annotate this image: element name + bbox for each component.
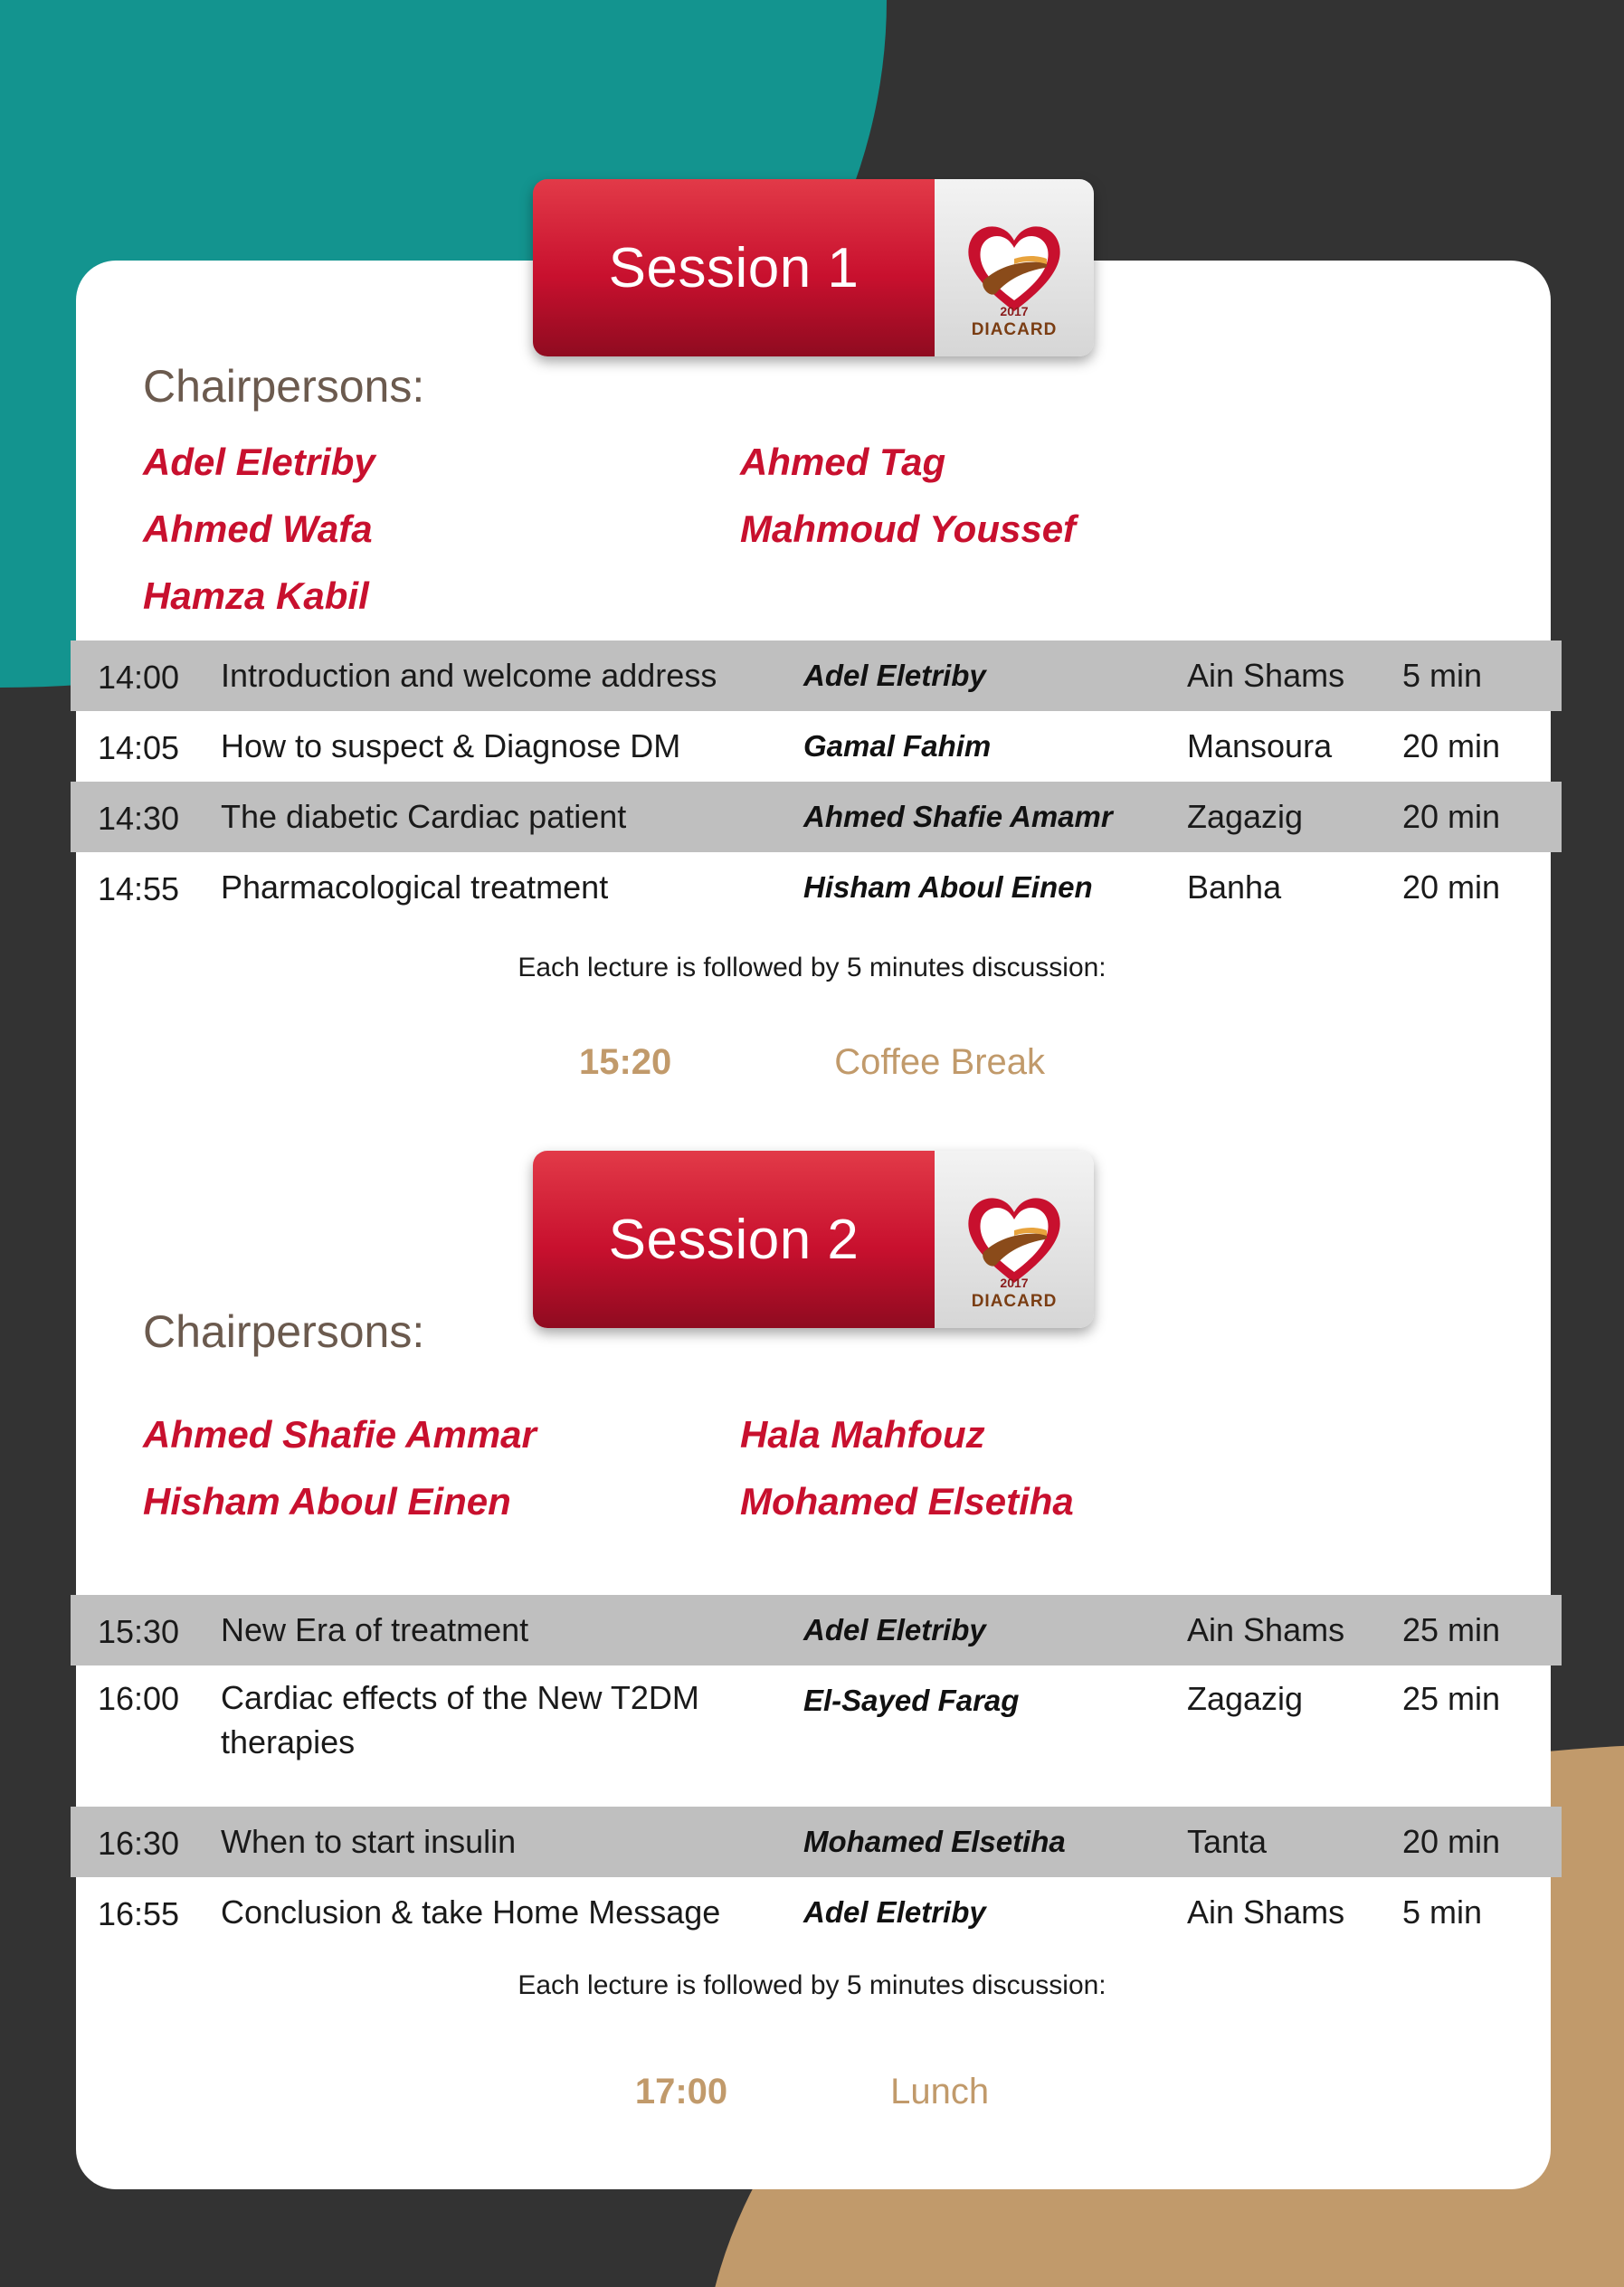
table-row bbox=[71, 1877, 1562, 1948]
break-label: Coffee Break bbox=[834, 1042, 1046, 1082]
session-1-badge bbox=[533, 179, 1094, 356]
row-city: Ain Shams bbox=[1187, 1893, 1345, 1931]
table-row bbox=[71, 1665, 1562, 1807]
row-duration: 20 min bbox=[1402, 798, 1501, 835]
table-row bbox=[71, 1595, 1562, 1665]
row-duration: 5 min bbox=[1402, 657, 1483, 694]
row-time: 14:05 bbox=[97, 729, 180, 766]
row-duration: 25 min bbox=[1402, 1680, 1501, 1717]
row-speaker: Hisham Aboul Einen bbox=[803, 870, 1093, 904]
session-1-schedule bbox=[71, 641, 1562, 923]
row-city: Tanta bbox=[1187, 1823, 1268, 1860]
session-2-badge bbox=[533, 1151, 1094, 1328]
row-topic: Pharmacological treatment bbox=[221, 868, 609, 906]
session-2-label: Session 2 bbox=[533, 1151, 935, 1328]
session-1-label: Session 1 bbox=[533, 179, 935, 356]
break-label: Lunch bbox=[890, 2072, 990, 2111]
session-1-chair-3: Ahmed Wafa bbox=[143, 508, 373, 550]
row-topic: How to suspect & Diagnose DM bbox=[221, 726, 681, 764]
row-time: 15:30 bbox=[97, 1613, 180, 1650]
logo-name: DIACARD bbox=[971, 1292, 1058, 1311]
row-time: 14:30 bbox=[97, 800, 180, 837]
row-duration: 20 min bbox=[1402, 868, 1501, 906]
session-2-chair-1: Ahmed Shafie Ammar bbox=[143, 1413, 537, 1456]
session-2-chair-2: Hala Mahfouz bbox=[740, 1413, 985, 1456]
row-speaker: Adel Eletriby bbox=[803, 659, 986, 692]
diacard-logo bbox=[935, 179, 1094, 356]
row-speaker: Mohamed Elsetiha bbox=[803, 1825, 1066, 1858]
row-topic: Introduction and welcome address bbox=[221, 656, 717, 694]
row-duration: 5 min bbox=[1402, 1893, 1483, 1931]
row-city: Zagazig bbox=[1187, 1680, 1304, 1717]
row-city: Zagazig bbox=[1187, 798, 1304, 835]
row-city: Ain Shams bbox=[1187, 1611, 1345, 1648]
diacard-logo bbox=[935, 1151, 1094, 1328]
session-1-note: Each lecture is followed by 5 minutes discussion: bbox=[518, 953, 1106, 982]
row-city: Mansoura bbox=[1187, 727, 1333, 764]
table-row bbox=[71, 1807, 1562, 1877]
logo-name: DIACARD bbox=[971, 320, 1058, 339]
session-1-chair-5: Hamza Kabil bbox=[143, 574, 369, 617]
row-speaker: Ahmed Shafie Amamr bbox=[803, 800, 1113, 833]
row-topic: The diabetic Cardiac patient bbox=[221, 797, 627, 835]
row-speaker: Adel Eletriby bbox=[803, 1613, 986, 1646]
table-row bbox=[71, 782, 1562, 852]
row-city: Banha bbox=[1187, 868, 1282, 906]
row-duration: 25 min bbox=[1402, 1611, 1501, 1648]
row-time: 16:00 bbox=[97, 1680, 180, 1717]
break-time: 15:20 bbox=[578, 1042, 672, 1082]
session-2-schedule bbox=[71, 1595, 1562, 1948]
session-1-chairpersons-title: Chairpersons: bbox=[143, 361, 425, 412]
row-time: 14:00 bbox=[97, 659, 180, 696]
row-speaker: Gamal Fahim bbox=[803, 729, 992, 763]
row-time: 16:30 bbox=[97, 1825, 180, 1862]
row-topic: Conclusion & take Home Message bbox=[221, 1893, 721, 1931]
session-1-break bbox=[0, 1042, 1624, 1083]
table-row bbox=[71, 641, 1562, 711]
table-row bbox=[71, 711, 1562, 782]
session-2-note: Each lecture is followed by 5 minutes discussion: bbox=[518, 1970, 1106, 2000]
logo-year: 2017 bbox=[1000, 304, 1029, 318]
table-row bbox=[71, 852, 1562, 923]
row-city: Ain Shams bbox=[1187, 657, 1345, 694]
row-time: 14:55 bbox=[97, 870, 180, 907]
session-2-chair-4: Mohamed Elsetiha bbox=[740, 1480, 1074, 1523]
row-time: 16:55 bbox=[97, 1895, 180, 1932]
row-duration: 20 min bbox=[1402, 727, 1501, 764]
session-1-chair-1: Adel Eletriby bbox=[143, 441, 375, 483]
row-speaker: El-Sayed Farag bbox=[803, 1684, 1020, 1717]
row-topic: New Era of treatment bbox=[221, 1610, 529, 1648]
session-2-chair-3: Hisham Aboul Einen bbox=[143, 1480, 511, 1523]
row-topic: Cardiac effects of the New T2DM therapies bbox=[221, 1679, 699, 1760]
row-topic: When to start insulin bbox=[221, 1822, 517, 1860]
session-2-break bbox=[0, 2072, 1624, 2112]
session-2-chairpersons-title: Chairpersons: bbox=[143, 1306, 425, 1357]
break-time: 17:00 bbox=[634, 2072, 728, 2111]
session-1-chair-2: Ahmed Tag bbox=[740, 441, 946, 483]
row-speaker: Adel Eletriby bbox=[803, 1895, 986, 1929]
logo-year: 2017 bbox=[1000, 1276, 1029, 1290]
session-1-chair-4: Mahmoud Youssef bbox=[740, 508, 1077, 550]
row-duration: 20 min bbox=[1402, 1823, 1501, 1860]
